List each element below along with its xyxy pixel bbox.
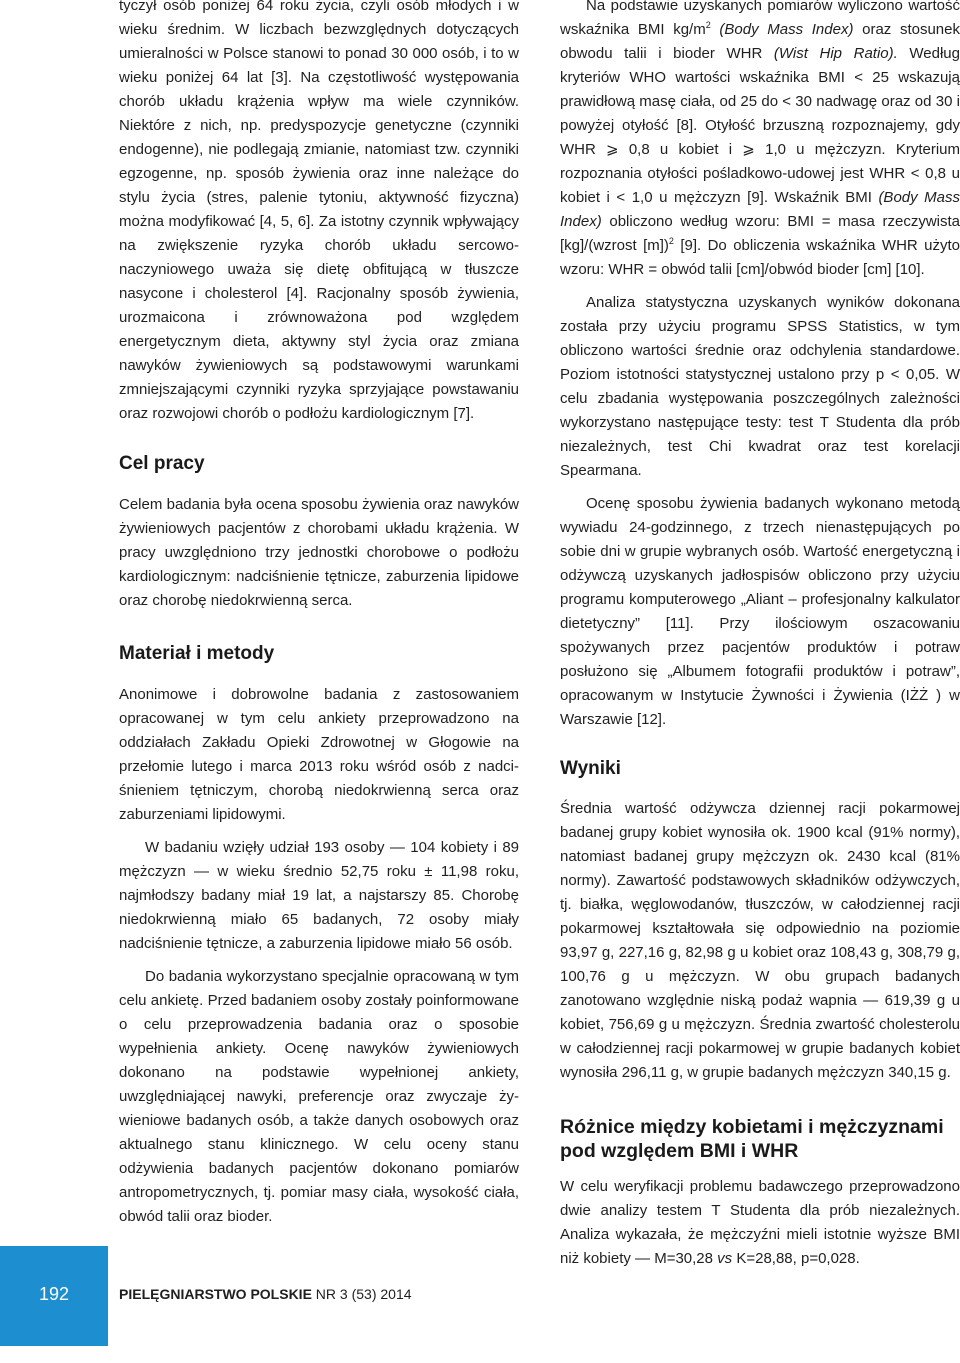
bmi-whr-paragraph [560,0,960,282]
left-column [119,0,519,1229]
vs-italic: vs [717,1250,733,1267]
section-heading-wyniki: Wyniki [560,758,621,779]
section-heading-roznice: Różnice między kobietami i mężczyznami pod względem BMI i WHR [560,1116,944,1162]
whr-italic-term: (Wist Hip Ratio). [773,45,898,62]
differences-text-1: W celu weryfikacji problemu badawczego przeprowadzono dwie analizy testem T Studenta dla prób niezależnych. Analiza wykazała, że mężczyźni mieli istotnie wyższe BMI niż kobiety — M=30,28 [560,1178,960,1267]
bmi-text-4: obliczono według wzoru: BMI = masa rzeczywista [kg]/(wzrost [m]) [560,213,960,254]
results-paragraph: Średnia wartość odżywcza dziennej racji pokarmowej badanej grupy kobiet wynosiła ok. 1900 kcal (91% normy), natomiast badanej grupy mężczyzn ok. 2430 kcal (81% normy). Zawartość podstawowych składników odżywczych, tj. białka, węglowodanów, tłuszczów, w całodziennej racji pokarmowej kształtowała się odpowiednio na poziomie 93,97 g, 227,16 g, 82,98 g u kobiet oraz 108,43 g, 308,79 g, 100,76 g u mężczyzn. W obu grupach badanych zanotowano względnie niską podaż wapnia — 619,39 g u kobiet, 756,69 g u mężczyzn. Średnia zwartość cholesterolu w całodziennej racji pokarmowej w grupie badanych kobiet wynosiła 296,11 g, w grupie badanych mężczyzn 340,15 g. [560,800,960,1081]
bmi-text-5: [9]. Do obliczenia wskaźnika WHR użyto wzoru: WHR = obwód talii [cm]/obwód bioder [cm] [10]. [560,237,960,278]
superscript-2: 2 [705,20,711,30]
journal-title [119,1286,412,1302]
bmi-text-1: Na podstawie uzyskanych pomiarów wyliczono wartość wskaźnika BMI kg/m [560,0,960,38]
methods-paragraph-1: Anonimowe i dobrowolne badania z zastosowaniem opracowanej w tym celu ankiety przeprowadzono na oddziałach Zakładu Opieki Zdrowotnej w Głogowie na przełomie lutego i marca 2013 roku wśród osób z nadciśnieniem tętniczym, chorobą niedokrwienną serca oraz zaburzeniami lipidowymi. [119,686,519,823]
section-heading-material-metody: Materiał i metody [119,643,275,664]
section-heading-cel-pracy: Cel pracy [119,453,205,474]
journal-issue: NR 3 (53) 2014 [315,1286,412,1302]
methods-paragraph-2: W badaniu wzięły udział 193 osoby — 104 kobiety i 89 mężczyzn — w wieku średnio 52,75 roku ± 11,98 roku, najmłodszy badany miał 19 lat, a najstarszy 85. Chorobę niedokrwienną miało 65 badanych, 72 osoby miały nadciśnienie tętnicze, a zaburzenia lipidowe miało 56 osób. [119,839,519,952]
page-footer [0,1246,960,1346]
bmi-italic-term-2: (Body Mass Index) [560,189,960,230]
intro-paragraph: tyczył osób poniżej 64 roku życia, czyli osób młodych i w wieku średnim. W liczbach bezwzględnych dotyczących umieralności w Polsce stanowi to ponad 30 000 osób, i to w wieku poniżej 64 lat [3]. Na częstotliwość występowania chorób układu krążenia wpływ ma wiele czynników. Niektóre z nich, np. predyspozycje genetyczne (czynniki endogenne), nie podlegają zmianie, natomiast tzw. czynniki egzogenne, np. sposób żywienia oraz inne należące do stylu życia (stres, palenie tytoniu, aktywność fizyczna) można modyfikować [4, 5, 6]. Za istotny czynnik wpływający na zwiększenie ryzyka chorób układu sercowo-naczyniowego uważa się dietę obfitującą w tłuszcze nasycone i cholesterol [4]. Racjonalny sposób żywienia, urozmaicona i zrównoważona pod względem energetycznym dieta, aktywny styl życia oraz zmiana nawyków żywieniowych są podstawowymi warunkami zmniejszającymi czynniki ryzyka sprzyjające powstawaniu oraz rozwojowi chorób o podłożu kardiologicznym [7]. [119,0,519,422]
diet-assessment-paragraph: Ocenę sposobu żywienia badanych wykonano metodą wywiadu 24-godzinnego, z trzech nienastępujących po sobie dni w grupie wybranych osób. Wartość energetyczną i odżywczą uzyskanych jadłospisów obliczono przy użyciu programu komputerowego „Aliant – profesjonalny kalkulator dietetyczny” [11]. Przy ilościowym oszacowaniu spożywanych przez pacjentów produktów i potraw posłużono się „Albumem fotografii produktów i potraw”, opracowanym w Instytucie Żywności i Żywienia (IŻŻ ) w Warszawie [12]. [560,495,960,728]
methods-paragraph-3: Do badania wykorzystano specjalnie opracowaną w tym celu ankietę. Przed badaniem osoby zostały poinformowane o celu przeprowadzenia badania oraz o sposobie wypełnienia ankiety. Ocenę nawyków żywieniowych dokonano na podstawie wypełnionej ankiety, uwzględniającej nawyki, preferencje oraz zwyczaje żywieniowe badanych osób, a także danych osobowych oraz aktualnego stanu klinicznego. W celu oceny stanu odżywienia badanych pacjentów dokonano pomiarów antropometrycznych, tj. pomiar masy ciała, wysokość ciała, obwód talii oraz bioder. [119,968,519,1225]
journal-name: PIELĘGNIARSTWO POLSKIE [119,1286,312,1302]
superscript-2b: 2 [668,236,674,246]
bmi-italic-term-1: (Body Mass Index) [719,21,854,38]
bmi-text-3: Według kryteriów WHO wartości wskaźnika BMI < 25 wskazują prawidłową masę ciała, od 25 do < 30 nadwagę oraz od 30 i powyżej otyłość [8]. Otyłość brzuszną rozpoznajemy, gdy WHR ⩾ 0,8 u kobiet i ⩾ 1,0 u mężczyzn. Kryterium rozpoznania otyłości pośladkowo-udowej jest WHR < 0,8 u kobiet i < 1,0 u mężczyzn [9]. Wskaźnik BMI [560,45,960,206]
differences-text-2: K=28,88, p=0,028. [732,1250,860,1267]
cel-paragraph: Celem badania była ocena sposobu żywienia oraz nawyków żywieniowych pacjentów z chorobami układu krążenia. W pracy uwzględniono trzy jednostki chorobowe o podłożu kardiologicznym: nadciśnienie tętnicze, zaburzenia lipidowe oraz chorobę niedokrwienną serca. [119,496,519,609]
page-number-box [0,1246,108,1346]
bmi-text-2: oraz stosunek obwodu talii i bioder WHR [560,21,960,62]
right-column [560,0,960,1271]
statistics-paragraph: Analiza statystyczna uzyskanych wyników dokonana została przy użyciu programu SPSS Statistics, w tym obliczono wartości średnie oraz odchylenia standardowe. Poziom istotności statystycznej ustalono przy p < 0,05. W celu zbadania występowania poszczególnych zależności wykorzystano następujące testy: test T Studenta dla prób niezależnych, test Chi kwadrat oraz test korelacji Spearmana. [560,294,960,479]
page-number: 192 [38,1284,70,1304]
